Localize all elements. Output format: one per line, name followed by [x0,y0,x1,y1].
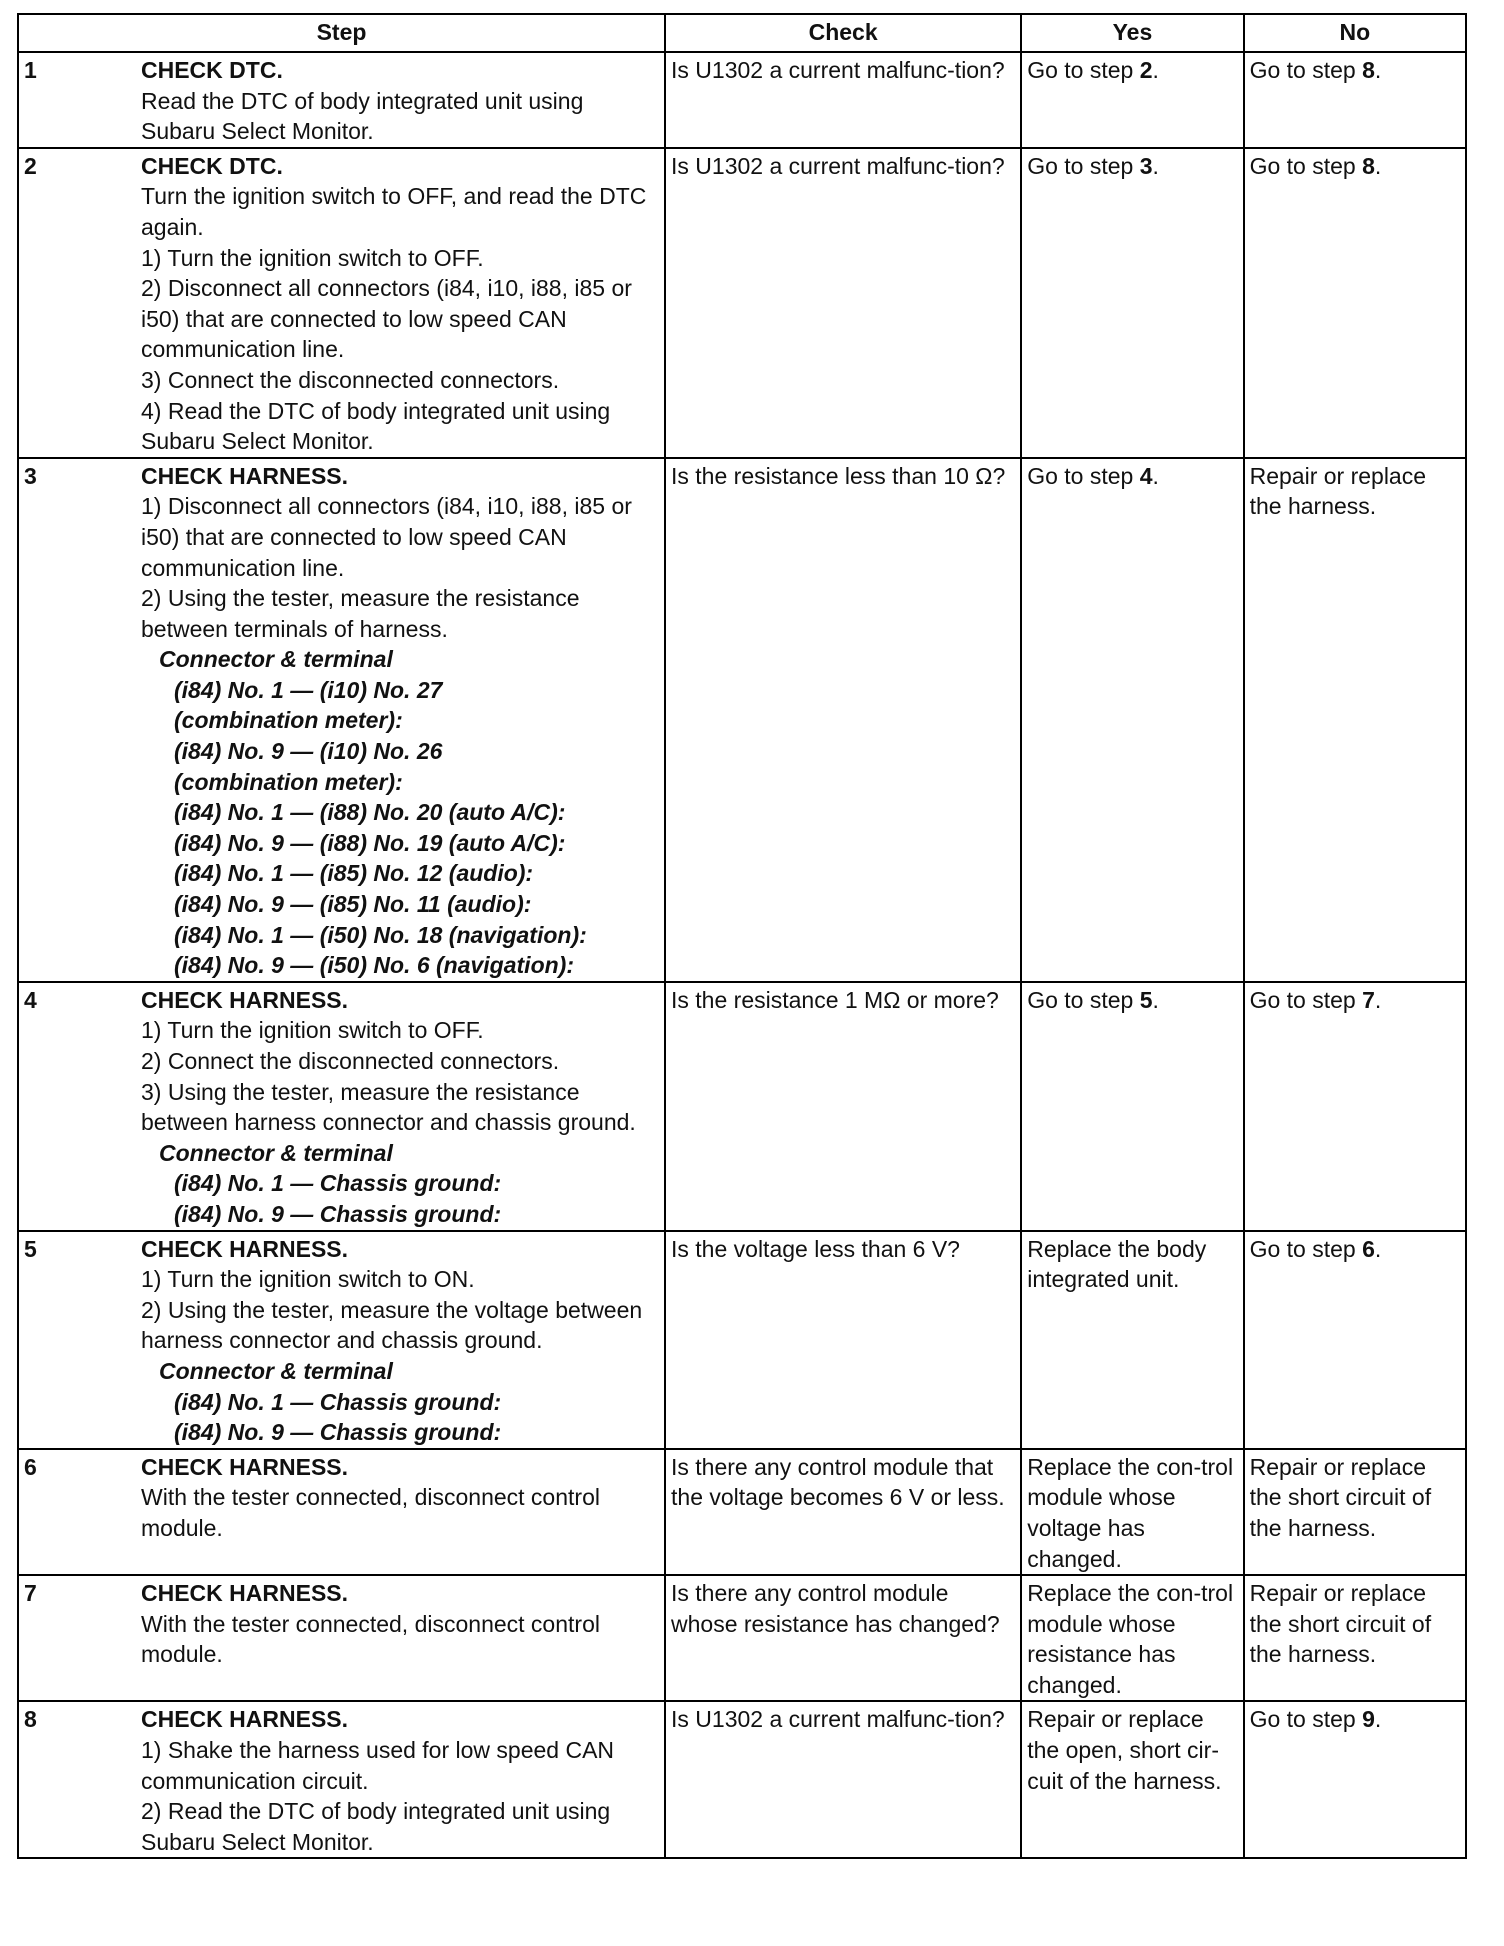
no-cell [1244,1231,1466,1449]
no-cell [1244,148,1466,458]
step-instruction: 4) Read the DTC of body integrated unit using Subaru Select Monitor. [141,397,611,455]
connector-terminal: (i84) No. 1 — (i88) No. 20 (auto A/C): [174,799,566,826]
no-text: Repair or replace the harness. [1249,462,1427,520]
yes-cell [1021,982,1243,1231]
step-cell [18,148,665,458]
step-cell [18,458,665,982]
yes-cell [1021,1449,1243,1575]
step-cell [18,1449,665,1575]
yes-text: Go to step [1027,57,1140,83]
step-instruction: 1) Turn the ignition switch to ON. [141,1266,475,1293]
yes-punct: . [1152,152,1159,179]
connector-terminal: (i84) No. 9 — (i50) No. 6 (navigation): [174,952,574,979]
step-title: CHECK HARNESS. [141,1235,349,1262]
yes-text: Replace the body integrated unit. [1027,1235,1207,1293]
check-cell: Is U1302 a current malfunc-tion? [665,1701,1021,1858]
no-text: Repair or replace the short circuit of the harness. [1249,1453,1432,1541]
no-punct: . [1374,1706,1382,1733]
yes-text: Go to step [1027,152,1140,179]
yes-text: Go to step [1027,986,1140,1013]
yes-step-ref: 4 [1139,462,1153,489]
yes-cell [1021,1231,1243,1449]
yes-text: Repair or replace the open, short cir-cuit of the harness. [1027,1706,1222,1794]
connector-heading: Connector & terminal [159,1139,393,1166]
no-cell [1244,1449,1466,1575]
check-cell: Is the voltage less than 6 V? [665,1231,1021,1449]
no-step-ref: 8 [1362,57,1375,83]
table-row [18,1575,1466,1701]
step-wrap [24,985,659,1230]
yes-text: Replace the con-trol module whose resistance has changed. [1027,1580,1234,1698]
no-punct: . [1374,986,1382,1013]
connector-terminal: (i84) No. 1 — Chassis ground: [174,1388,502,1415]
check-cell: Is U1302 a current malfunc-tion? [665,52,1021,148]
no-cell [1244,458,1466,982]
step-wrap [24,461,659,981]
yes-punct: . [1152,462,1159,489]
check-cell: Is there any control module whose resistance has changed? [665,1575,1021,1701]
no-cell [1244,52,1466,148]
connector-terminal: (i84) No. 9 — (i88) No. 19 (auto A/C): [174,829,566,856]
step-instruction: Read the DTC of body integrated unit using Subaru Select Monitor. [141,87,584,145]
step-instruction: 2) Read the DTC of body integrated unit using Subaru Select Monitor. [141,1798,611,1855]
step-title: CHECK HARNESS. [141,1706,349,1733]
yes-step-ref: 5 [1139,986,1153,1013]
step-number: 6 [24,1453,37,1480]
no-text: Go to step [1249,152,1363,179]
step-title: CHECK HARNESS. [141,1580,349,1607]
step-number: 8 [24,1706,37,1733]
step-instruction: 1) Turn the ignition switch to OFF. [141,244,484,271]
header-yes: Yes [1021,14,1243,52]
table-row [18,148,1466,458]
step-body [141,1234,659,1448]
no-cell [1244,1701,1466,1858]
table-row [18,1231,1466,1449]
step-instruction: 1) Shake the harness used for low speed CAN communication circuit. [141,1737,615,1794]
no-cell [1244,1575,1466,1701]
no-text: Go to step [1249,1235,1363,1262]
connector-terminal: (i84) No. 1 — (i50) No. 18 (navigation): [174,921,587,948]
step-wrap [24,1578,659,1670]
connector-terminal: (i84) No. 1 — (i85) No. 12 (audio): [174,860,534,887]
step-instruction: 1) Turn the ignition switch to OFF. [141,1017,484,1044]
check-cell: Is U1302 a current malfunc-tion? [665,148,1021,458]
table-body [18,52,1466,1858]
check-cell: Is the resistance 1 MΩ or more? [665,982,1021,1231]
yes-cell [1021,1575,1243,1701]
connector-terminal: (combination meter): [174,768,403,795]
step-body [141,151,659,457]
step-wrap [24,151,659,457]
step-wrap [24,1704,659,1857]
step-number: 5 [24,1235,37,1262]
yes-step-ref: 3 [1139,152,1153,179]
step-body [141,55,659,147]
step-instruction: With the tester connected, disconnect control module. [141,1610,600,1668]
step-number: 1 [24,57,37,83]
step-body [141,1704,659,1857]
step-title: CHECK DTC. [141,152,283,179]
no-step-ref: 8 [1362,152,1375,179]
step-title: CHECK HARNESS. [141,462,349,489]
step-instruction: 2) Disconnect all connectors (i84, i10, i88, i85 or i50) that are connected to low speed CAN communication line. [141,275,632,363]
no-punct: . [1374,57,1382,83]
no-cell [1244,982,1466,1231]
no-text: Go to step [1249,986,1363,1013]
step-body [141,1578,659,1670]
step-wrap [24,1234,659,1448]
step-instruction: 2) Connect the disconnected connectors. [141,1048,560,1074]
no-step-ref: 7 [1362,986,1375,1013]
no-punct: . [1374,152,1382,179]
yes-cell [1021,52,1243,148]
step-title: CHECK DTC. [141,57,283,83]
step-cell [18,1701,665,1858]
step-number: 4 [24,986,37,1013]
step-wrap [24,1452,659,1544]
check-cell: Is the resistance less than 10 Ω? [665,458,1021,982]
no-text: Repair or replace the short circuit of the harness. [1249,1580,1432,1668]
step-instruction: 3) Connect the disconnected connectors. [141,366,560,393]
table-row [18,1449,1466,1575]
step-cell [18,52,665,148]
yes-punct: . [1152,986,1159,1013]
step-cell [18,1231,665,1449]
table-row [18,52,1466,148]
step-instruction: 2) Using the tester, measure the resistance between terminals of harness. [141,585,580,642]
yes-text: Replace the con-trol module whose voltage has changed. [1027,1453,1234,1572]
step-body [141,1452,659,1544]
step-cell [18,1575,665,1701]
check-cell: Is there any control module that the voltage becomes 6 V or less. [665,1449,1021,1575]
step-title: CHECK HARNESS. [141,1453,349,1480]
header-step: Step [18,14,665,52]
table-row [18,1701,1466,1858]
step-instruction: Turn the ignition switch to OFF, and read the DTC again. [141,183,647,240]
no-text: Go to step [1249,1706,1363,1733]
diagnostic-table [17,13,1467,1859]
table-row [18,458,1466,982]
step-instruction: 3) Using the tester, measure the resistance between harness connector and chassis ground. [141,1078,636,1136]
connector-heading: Connector & terminal [159,646,393,673]
yes-cell [1021,148,1243,458]
connector-terminal: (i84) No. 9 — Chassis ground: [174,1419,502,1446]
step-instruction: With the tester connected, disconnect control module. [141,1484,600,1541]
header-no: No [1244,14,1466,52]
connector-terminal: (i84) No. 1 — (i10) No. 27 [174,676,443,703]
connector-heading: Connector & terminal [159,1357,393,1384]
yes-step-ref: 2 [1139,57,1153,83]
step-instruction: 2) Using the tester, measure the voltage between harness connector and chassis ground. [141,1296,643,1354]
yes-cell [1021,458,1243,982]
connector-terminal: (i84) No. 9 — (i85) No. 11 (audio): [174,891,532,918]
header-row [18,14,1466,52]
yes-cell [1021,1701,1243,1858]
no-punct: . [1374,1235,1382,1262]
yes-punct: . [1152,57,1159,83]
step-instruction: 1) Disconnect all connectors (i84, i10, i88, i85 or i50) that are connected to low speed CAN communication line. [141,493,632,581]
step-title: CHECK HARNESS. [141,986,349,1013]
no-text: Go to step [1249,57,1363,83]
header-check: Check [665,14,1021,52]
step-wrap [24,55,659,147]
connector-terminal: (combination meter): [174,707,403,734]
step-number: 3 [24,462,37,489]
step-number: 2 [24,152,37,179]
connector-terminal: (i84) No. 9 — (i10) No. 26 [174,738,443,765]
connector-terminal: (i84) No. 9 — Chassis ground: [174,1200,502,1227]
no-step-ref: 9 [1362,1706,1375,1733]
step-body [141,461,659,981]
connector-terminal: (i84) No. 1 — Chassis ground: [174,1170,502,1197]
table-row [18,982,1466,1231]
step-body [141,985,659,1230]
yes-text: Go to step [1027,462,1140,489]
step-cell [18,982,665,1231]
step-number: 7 [24,1580,37,1607]
no-step-ref: 6 [1362,1235,1375,1262]
